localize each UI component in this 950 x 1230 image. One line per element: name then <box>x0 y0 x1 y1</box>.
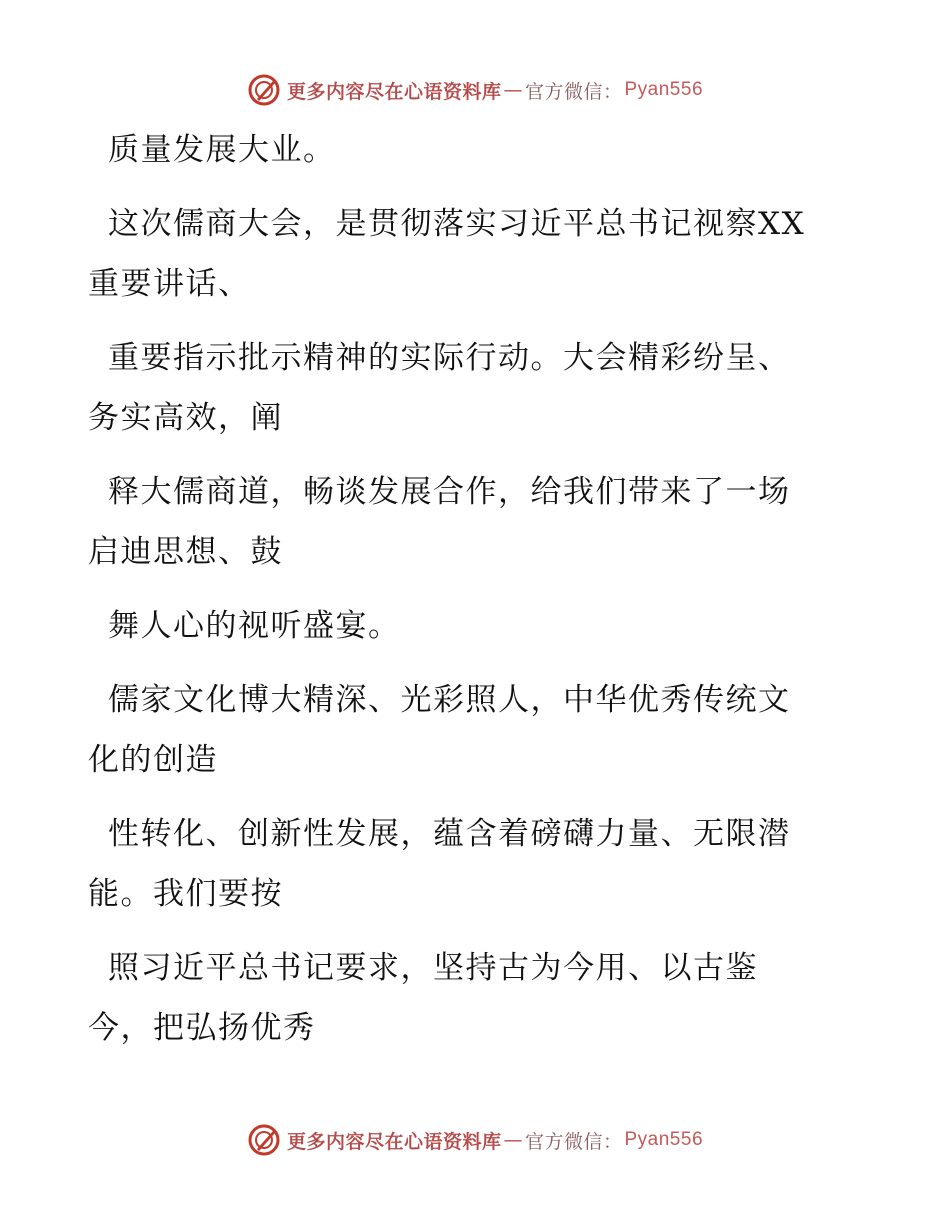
paragraph-3 <box>88 328 838 448</box>
watermark-wechat-id: Pyan556 <box>624 79 704 100</box>
paragraph-7-line-2: 能。我们要按 <box>88 876 283 912</box>
paragraph-8 <box>88 938 838 1058</box>
header-watermark <box>0 70 950 110</box>
pen-logo-icon <box>247 1123 281 1157</box>
paragraph-6-line-2: 化的创造 <box>88 742 218 778</box>
paragraph-5-line-1: 舞人心的视听盛宴。 <box>108 608 401 644</box>
pen-logo-icon <box>247 73 281 107</box>
paragraph-7 <box>88 804 838 924</box>
paragraph-4 <box>88 462 838 582</box>
paragraph-6-line-1: 儒家文化博大精深、光彩照人，中华优秀传统文 <box>108 682 791 718</box>
watermark-side-text: 官方微信： <box>524 1130 623 1153</box>
paragraph-1 <box>98 120 838 180</box>
paragraph-4-line-2: 启迪思想、鼓 <box>88 534 283 570</box>
paragraph-4-line-1: 释大儒商道，畅谈发展合作，给我们带来了一场 <box>108 474 791 510</box>
paragraph-8-line-2: 今，把弘扬优秀 <box>88 1010 316 1046</box>
paragraph-7-line-1: 性转化、创新性发展，蕴含着磅礴力量、无限潜 <box>108 816 791 852</box>
watermark-dash: — <box>503 1129 523 1151</box>
paragraph-6 <box>88 670 838 790</box>
paragraph-5 <box>98 596 838 656</box>
paragraph-2-line-1: 这次儒商大会，是贯彻落实习近平总书记视察XX <box>108 206 806 242</box>
watermark-main-text: 更多内容尽在心语资料库 <box>286 1130 502 1153</box>
watermark-wechat-id: Pyan556 <box>624 1129 704 1150</box>
paragraph-8-line-1: 照习近平总书记要求，坚持古为今用、以古鉴 <box>108 950 758 986</box>
document-body <box>88 120 838 1072</box>
watermark-side-text: 官方微信： <box>524 80 623 103</box>
watermark-dash: — <box>503 79 523 101</box>
paragraph-1-line-1: 质量发展大业。 <box>108 132 336 168</box>
watermark-main-text: 更多内容尽在心语资料库 <box>286 80 502 103</box>
paragraph-3-line-2: 务实高效，阐 <box>88 400 283 436</box>
footer-watermark <box>0 1120 950 1160</box>
paragraph-2 <box>88 194 838 314</box>
paragraph-2-line-2: 重要讲话、 <box>88 266 251 302</box>
paragraph-3-line-1: 重要指示批示精神的实际行动。大会精彩纷呈、 <box>108 340 791 376</box>
